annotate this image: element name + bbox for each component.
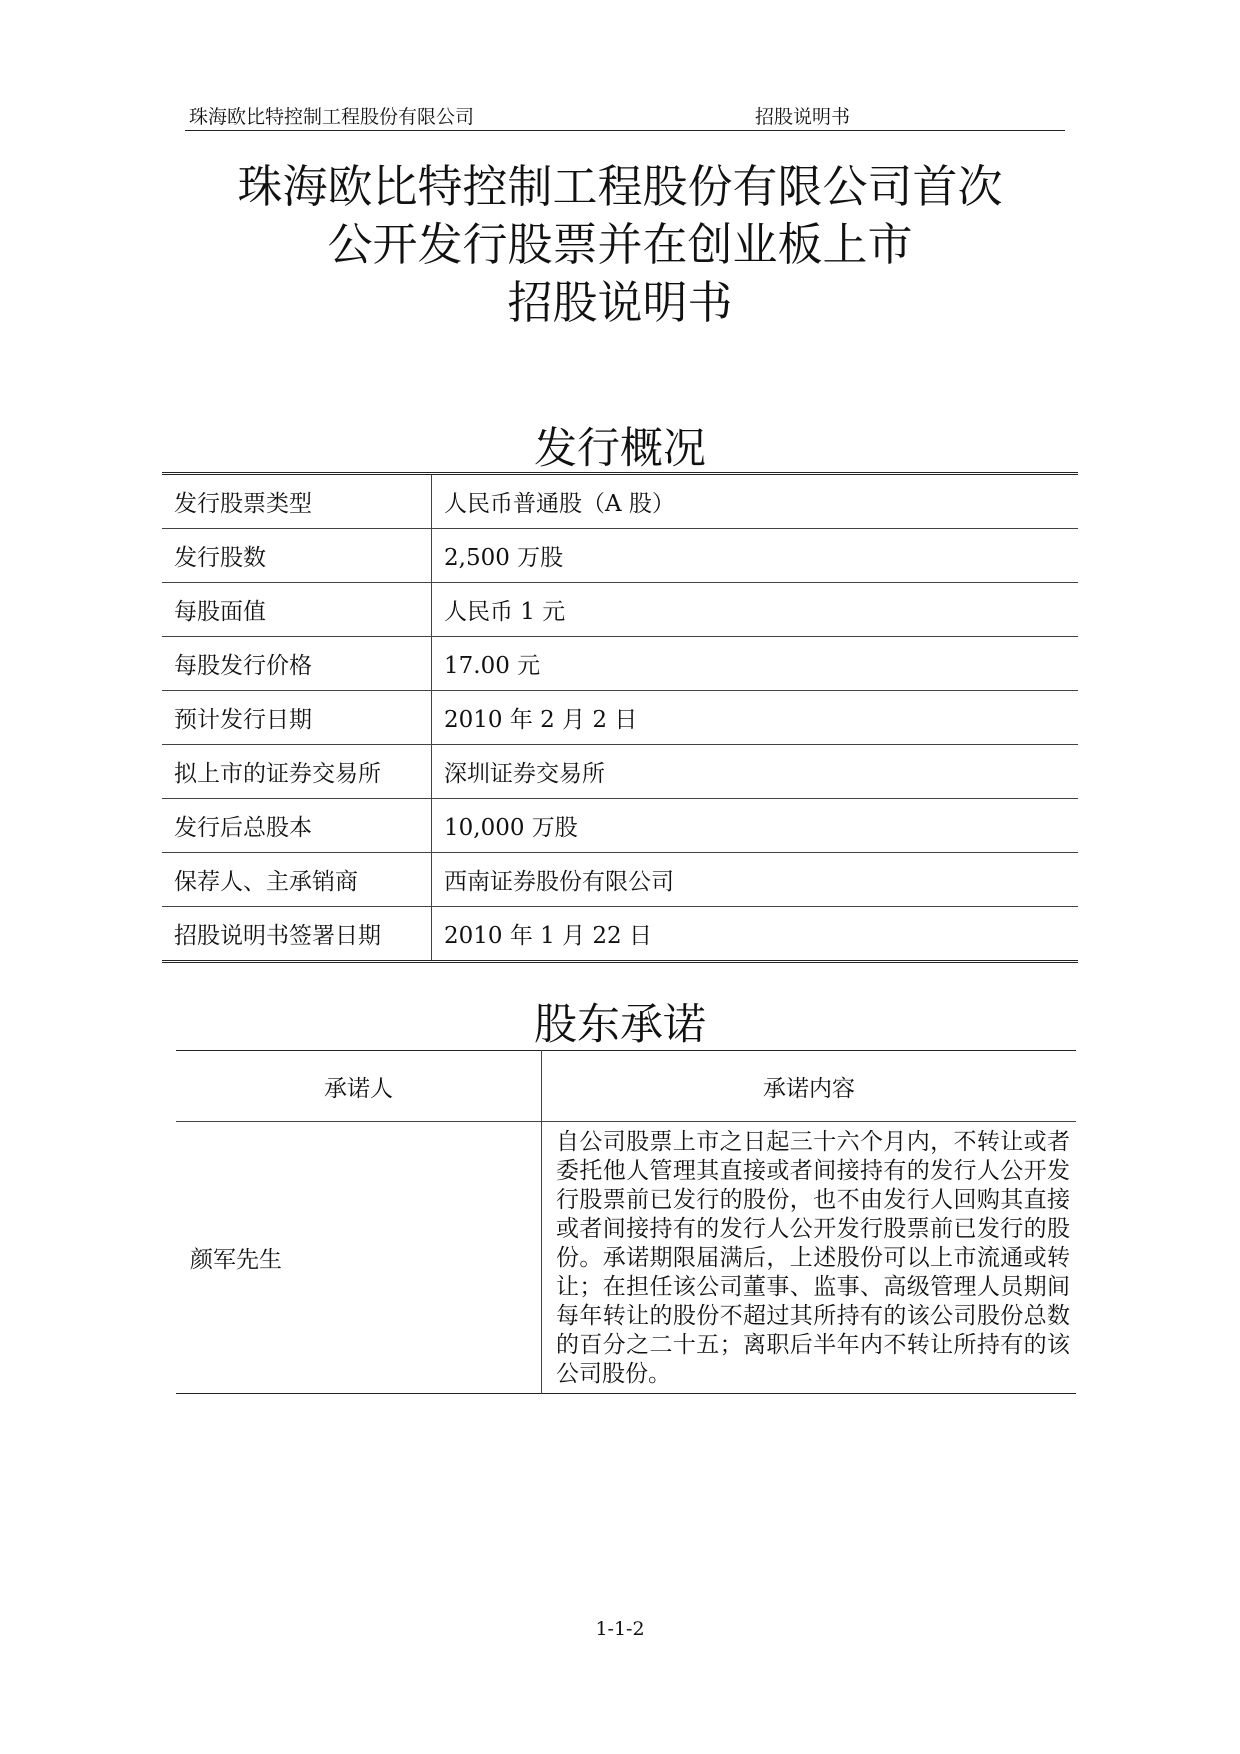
page-header [185,100,1065,131]
shareholder-commitment-table [176,1050,1076,1394]
document-title [170,158,1070,332]
row-value: 2,500 万股 [432,529,1079,583]
row-value: 深圳证券交易所 [432,745,1079,799]
overview-heading: 发行概况 [534,424,706,474]
commitment-content: 自公司股票上市之日起三十六个月内，不转让或者委托他人管理其直接或者间接持有的发行人公开发行股票前已发行的股份，也不由发行人回购其直接或者间接持有的发行人公开发行股票前已发行的股份。承诺期限届满后，上述股份可以上市流通或转让；在担任该公司董事、监事、高级管理人员期间每年转让的股份不超过其所持有的该公司股份总数的百分之二十五；离职后半年内不转让所持有的该公司股份。 [556,1129,1070,1387]
title-line-2: 公开发行股票并在创业板上市 [327,218,913,271]
row-label: 每股面值 [162,583,432,637]
table-row [162,529,1078,583]
header-document-type: 招股说明书 [755,106,851,128]
row-value: 人民币 1 元 [432,583,1079,637]
row-value: 2010 年 2 月 2 日 [432,691,1079,745]
issuance-overview-table [162,472,1078,963]
commitment-heading: 股东承诺 [534,1000,706,1050]
table-row [162,745,1078,799]
column-header-person: 承诺人 [176,1051,542,1122]
table-row [162,799,1078,853]
header-company-name: 珠海欧比特控制工程股份有限公司 [189,106,475,128]
table-row [162,637,1078,691]
row-label: 预计发行日期 [162,691,432,745]
row-label: 招股说明书签署日期 [162,907,432,962]
row-label: 每股发行价格 [162,637,432,691]
row-value: 10,000 万股 [432,799,1079,853]
table-header-row [176,1051,1076,1122]
row-value: 人民币普通股（A 股） [432,474,1079,529]
table-row [162,691,1078,745]
row-value: 西南证券股份有限公司 [432,853,1079,907]
row-label: 发行股票类型 [162,474,432,529]
row-value: 2010 年 1 月 22 日 [444,923,652,949]
table-row [176,1122,1076,1394]
row-label: 发行股数 [162,529,432,583]
row-label: 保荐人、主承销商 [162,853,432,907]
commitment-person: 颜军先生 [176,1122,542,1394]
column-header-content: 承诺内容 [542,1051,1077,1122]
row-label: 发行后总股本 [162,799,432,853]
table-row [162,474,1078,529]
table-row [162,583,1078,637]
page-number: 1-1-2 [595,1618,645,1640]
title-line-3: 招股说明书 [507,276,733,329]
table-row [162,853,1078,907]
title-line-1: 珠海欧比特控制工程股份有限公司首次 [237,160,1003,213]
row-label: 拟上市的证券交易所 [162,745,432,799]
row-value: 17.00 元 [432,637,1079,691]
table-row [162,907,1078,962]
